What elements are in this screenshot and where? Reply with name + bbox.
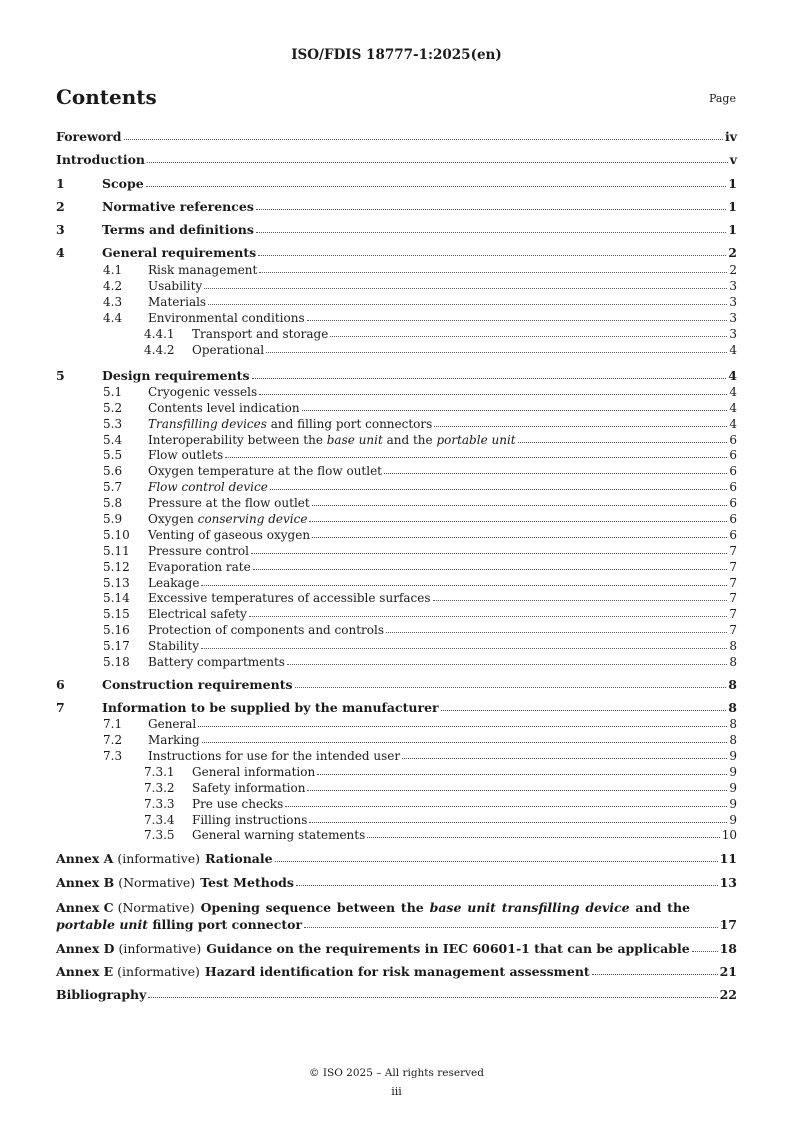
toc-entry-5-2[interactable]: 5.2 Contents level indication 4 xyxy=(103,400,737,415)
toc-entry-5-10[interactable]: 5.10 Venting of gaseous oxygen 6 xyxy=(103,527,737,542)
toc-entry-4-1[interactable]: 4.1 Risk management 2 xyxy=(103,263,737,278)
page-title: Contents xyxy=(56,85,157,109)
toc-entry-7-3-2[interactable]: 7.3.2 Safety information 9 xyxy=(144,780,737,795)
toc-entry-5-3[interactable]: 5.3 Transfilling devices and filling port connectors 4 xyxy=(103,416,737,431)
toc-entry-5-16[interactable]: 5.16 Protection of components and controls 7 xyxy=(103,623,737,638)
toc-entry-5-11[interactable]: 5.11 Pressure control 7 xyxy=(103,543,737,558)
toc-entry-7-3-1[interactable]: 7.3.1 General information 9 xyxy=(144,764,737,779)
toc-entry-7-2[interactable]: 7.2 Marking 8 xyxy=(103,733,737,748)
toc-entry-5-13[interactable]: 5.13 Leakage 7 xyxy=(103,575,737,590)
toc-entry-7-3-5[interactable]: 7.3.5 General warning statements 10 xyxy=(144,828,737,843)
toc-entry-annex-b[interactable]: Annex B (Normative) Test Methods 13 xyxy=(56,874,737,890)
toc-entry-4-2[interactable]: 4.2 Usability 3 xyxy=(103,279,737,294)
copyright-footer: © ISO 2025 – All rights reserved xyxy=(309,1067,484,1079)
toc-entry-5-18[interactable]: 5.18 Battery compartments 8 xyxy=(103,654,737,669)
toc-entry-5[interactable]: 5 Design requirements 4 xyxy=(56,367,737,383)
page-column-label: Page xyxy=(708,92,736,105)
toc-entry-5-8[interactable]: 5.8 Pressure at the flow outlet 6 xyxy=(103,496,737,511)
toc-entry-5-1[interactable]: 5.1 Cryogenic vessels 4 xyxy=(103,384,737,399)
toc-entry-5-12[interactable]: 5.12 Evaporation rate 7 xyxy=(103,559,737,574)
toc-entry-6[interactable]: 6 Construction requirements 8 xyxy=(56,676,737,692)
toc-entry-7-3-4[interactable]: 7.3.4 Filling instructions 9 xyxy=(144,812,737,827)
toc-entry-5-4[interactable]: 5.4 Interoperability between the base unit and the portable unit 6 xyxy=(103,432,737,447)
toc-entry-4-4-1[interactable]: 4.4.1 Transport and storage 3 xyxy=(144,327,737,342)
toc-entry-bibliography[interactable]: Bibliography 22 xyxy=(56,987,737,1003)
toc-entry-5-17[interactable]: 5.17 Stability 8 xyxy=(103,639,737,654)
toc-entry-annex-e[interactable]: Annex E (informative) Hazard identification for risk management assessment 21 xyxy=(56,963,737,979)
toc-entry-annex-c[interactable]: Annex C (Normative) Opening sequence between the base unit transfilling device and the portable unit filling port connector 17 xyxy=(56,899,737,932)
toc-entry-3[interactable]: 3 Terms and definitions 1 xyxy=(56,222,737,238)
toc-entry-4-4[interactable]: 4.4 Environmental conditions 3 xyxy=(103,311,737,326)
toc-entry-4[interactable]: 4 General requirements 2 xyxy=(56,245,737,261)
toc-entry-annex-a[interactable]: Annex A (informative) Rationale 11 xyxy=(56,851,737,867)
toc-entry-annex-d[interactable]: Annex D (informative) Guidance on the requirements in IEC 60601-1 that can be applicable 18 xyxy=(56,940,737,956)
toc-entry-introduction[interactable]: Introduction v xyxy=(56,152,737,168)
toc-entry-4-3[interactable]: 4.3 Materials 3 xyxy=(103,295,737,310)
toc-entry-5-9[interactable]: 5.9 Oxygen conserving device 6 xyxy=(103,511,737,526)
toc-entry-foreword[interactable]: Foreword iv xyxy=(56,129,737,144)
toc-entry-7[interactable]: 7 Information to be supplied by the manufacturer 8 xyxy=(56,700,737,716)
toc-entry-5-15[interactable]: 5.15 Electrical safety 7 xyxy=(103,607,737,622)
toc-entry-5-6[interactable]: 5.6 Oxygen temperature at the flow outlet 6 xyxy=(103,464,737,479)
toc-entry-7-1[interactable]: 7.1 General 8 xyxy=(103,717,737,732)
toc-entry-5-7[interactable]: 5.7 Flow control device 6 xyxy=(103,480,737,495)
toc-entry-4-4-2[interactable]: 4.4.2 Operational 4 xyxy=(144,342,737,357)
toc-entry-2[interactable]: 2 Normative references 1 xyxy=(56,198,737,214)
toc-entry-5-5[interactable]: 5.5 Flow outlets 6 xyxy=(103,448,737,463)
toc-entry-1[interactable]: 1 Scope 1 xyxy=(56,175,737,191)
document-header: ISO/FDIS 18777-1:2025(en) xyxy=(291,47,502,63)
page-number: iii xyxy=(391,1085,402,1098)
toc-entry-7-3-3[interactable]: 7.3.3 Pre use checks 9 xyxy=(144,796,737,811)
table-of-contents xyxy=(56,129,737,1010)
toc-entry-5-14[interactable]: 5.14 Excessive temperatures of accessible surfaces 7 xyxy=(103,591,737,606)
toc-entry-7-3[interactable]: 7.3 Instructions for use for the intended user 9 xyxy=(103,748,737,763)
